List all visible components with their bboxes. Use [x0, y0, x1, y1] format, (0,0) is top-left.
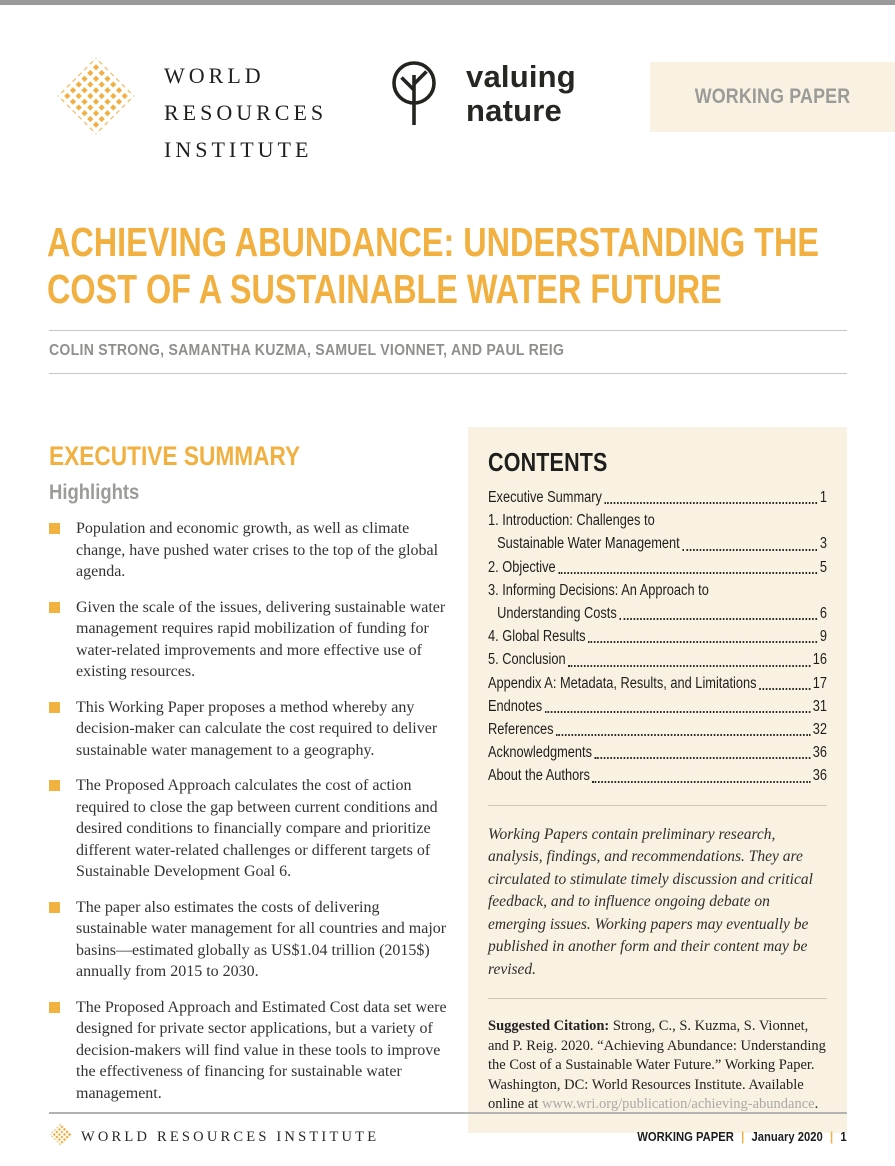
toc-item-executive-summary[interactable]: Executive Summary 1 — [488, 489, 827, 506]
toc-item-endnotes[interactable]: Endnotes 31 — [488, 697, 827, 715]
wri-weave-logo-small-icon — [49, 1122, 72, 1152]
dot-leader — [592, 781, 810, 783]
org-name-line: INSTITUTE — [164, 137, 313, 162]
toc-item-acknowledgments[interactable]: Acknowledgments 36 — [488, 744, 827, 762]
highlight-bullet — [49, 897, 447, 983]
bullet-text: This Working Paper proposes a method whereby any decision-maker can calculate the cost required to deliver sustainable water management to a geography. — [76, 698, 438, 759]
table-of-contents — [488, 447, 827, 788]
suggested-citation-text: Strong, C., S. Kuzma, S. Vionnet, and P. Reig. 2020. “Achieving Abundance: Understanding the Cost of a Sustainable Water Future.” Working Paper. Washington, DC: World Resources Institute. Available online at — [488, 1018, 826, 1113]
bullet-square-icon — [49, 1002, 60, 1013]
bullet-text: Given the scale of the issues, delivering sustainable water management requires rapid mobilization of funding for water-related improvements and more effective use of existing resources. — [76, 598, 446, 680]
highlights-bullet-list — [49, 518, 447, 1104]
footer-doc-type: WORKING PAPER — [637, 1130, 735, 1144]
dot-leader — [545, 711, 811, 713]
footer-separator: | — [741, 1130, 745, 1144]
valuing-nature-tree-icon — [391, 58, 437, 133]
divider — [49, 373, 847, 374]
org-name-line: RESOURCES — [164, 100, 328, 125]
dot-leader — [604, 502, 817, 504]
highlight-bullet — [49, 775, 447, 883]
wri-org-name — [164, 57, 327, 168]
toc-item-global-results[interactable]: 4. Global Results 9 — [488, 628, 827, 646]
toc-item-conclusion[interactable]: 5. Conclusion 16 — [488, 651, 827, 669]
footer-date: January 2020 — [751, 1130, 824, 1144]
toc-item-informing-decisions[interactable]: 3. Informing Decisions: An Approach to Understanding Costs 6 — [488, 581, 827, 623]
dot-leader — [594, 757, 810, 759]
wri-weave-logo-icon — [55, 50, 137, 147]
toc-item-references[interactable]: References 32 — [488, 721, 827, 739]
footer-page-number: 1 — [840, 1130, 847, 1144]
footer-org-name: WORLD RESOURCES INSTITUTE — [81, 1128, 380, 1145]
suggested-citation — [488, 1017, 827, 1115]
citation-url-link[interactable]: www.wri.org/publication/achieving-abundance — [541, 1096, 815, 1113]
paper-title — [47, 219, 895, 313]
footer-meta — [638, 1130, 847, 1144]
footer-divider — [49, 1112, 847, 1114]
contents-box — [468, 427, 847, 1133]
bullet-square-icon — [49, 780, 60, 791]
footer-separator: | — [830, 1130, 834, 1144]
paper-title-line1: ACHIEVING ABUNDANCE: UNDERSTANDING THE — [47, 219, 819, 265]
dot-leader — [588, 641, 817, 643]
bullet-text: Population and economic growth, as well as climate change, have pushed water crises to the top of the global agenda. — [76, 520, 439, 580]
toc-item-introduction[interactable]: 1. Introduction: Challenges to Sustainable Water Management 3 — [488, 512, 827, 553]
working-paper-badge — [650, 62, 895, 132]
bullet-text: The paper also estimates the costs of delivering sustainable water management for all countries and major basins—estimated globally as US$1.04 trillion (2015$) annually from 2015 to 2030. — [76, 898, 447, 980]
contents-heading: CONTENTS — [488, 447, 608, 477]
executive-summary-heading: EXECUTIVE SUMMARY — [49, 441, 301, 471]
divider — [488, 998, 827, 999]
paper-title-line2: COST OF A SUSTAINABLE WATER FUTURE — [47, 266, 722, 312]
suggested-citation-label: Suggested Citation: — [488, 1018, 610, 1035]
toc-item-objective[interactable]: 2. Objective 5 — [488, 558, 827, 576]
dot-leader — [556, 734, 810, 736]
org-name-line: WORLD — [164, 63, 265, 88]
top-edge-bar — [0, 0, 895, 5]
toc-item-appendix-a[interactable]: Appendix A: Metadata, Results, and Limitations 17 — [488, 674, 827, 692]
dot-leader — [568, 665, 810, 667]
divider — [49, 330, 847, 331]
footer — [49, 1122, 847, 1152]
working-paper-badge-label: WORKING PAPER — [694, 85, 851, 108]
dot-leader — [619, 618, 817, 620]
citation-suffix: . — [814, 1096, 819, 1113]
footer-org — [49, 1122, 379, 1152]
bullet-square-icon — [49, 523, 60, 534]
divider — [488, 805, 827, 806]
dot-leader — [759, 688, 810, 690]
valuing-nature-line: valuing — [466, 59, 576, 94]
bullet-square-icon — [49, 902, 60, 913]
highlight-bullet — [49, 518, 447, 583]
executive-summary-section — [49, 441, 447, 1118]
dot-leader — [682, 549, 817, 551]
bullet-square-icon — [49, 602, 60, 613]
highlight-bullet — [49, 697, 447, 762]
bullet-text: The Proposed Approach and Estimated Cost data set were designed for private sector applications, but a variety of decision-makers will find value in these tools to improve the effectiveness of financing for sustainable water management. — [76, 998, 447, 1102]
highlight-bullet — [49, 997, 447, 1105]
toc-item-about-the-authors[interactable]: About the Authors 36 — [488, 767, 827, 785]
working-papers-disclaimer: Working Papers contain preliminary research, analysis, findings, and recommendations. They are circulated to stimulate timely discussion and critical feedback, and to influence ongoing debate on emerging issues. Working papers may eventually be published in another form and their content may be revised. — [488, 825, 813, 978]
bullet-text: The Proposed Approach calculates the cost of action required to close the gap between current conditions and desired conditions to financially compare and prioritize different water-related challenges or different targets of Sustainable Development Goal 6. — [76, 777, 438, 880]
bullet-square-icon — [49, 702, 60, 713]
dot-leader — [558, 572, 817, 574]
valuing-nature-wordmark — [466, 60, 576, 128]
authors-line: COLIN STRONG, SAMANTHA KUZMA, SAMUEL VIONNET, AND PAUL REIG — [49, 342, 565, 359]
highlight-bullet — [49, 597, 447, 683]
highlights-subheading: Highlights — [49, 481, 140, 504]
valuing-nature-line: nature — [466, 93, 562, 128]
